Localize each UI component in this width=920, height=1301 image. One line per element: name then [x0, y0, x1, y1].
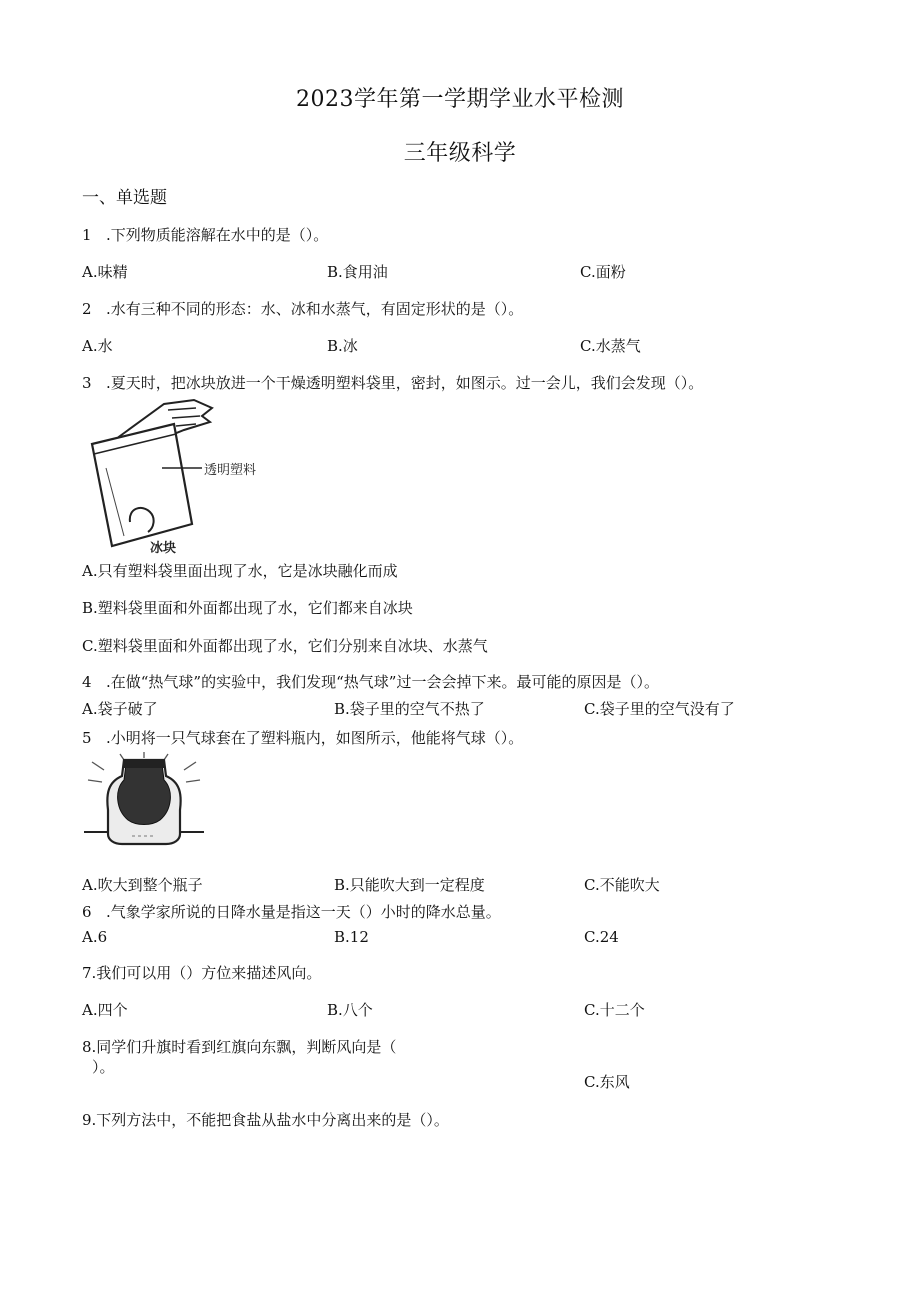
q6-option-c: C.24	[584, 928, 619, 946]
q7-option-a: A.四个	[82, 1001, 128, 1019]
q1-option-b: B.食用油	[327, 263, 388, 281]
question-9: 9.下列方法中，不能把食盐从盐水中分离出来的是（）。	[82, 1111, 449, 1129]
question-text: .小明将一只气球套在了塑料瓶内，如图所示，他能将气球（）。	[106, 729, 524, 747]
question-2	[82, 298, 523, 319]
question-8-line-1: 8.同学们升旗时看到红旗向东飘，判断风向是（	[82, 1038, 397, 1056]
question-4	[82, 671, 659, 692]
balloon-bottle-figure	[84, 752, 204, 861]
q3-option-b: B.塑料袋里面和外面都出现了水，它们都来自冰块	[82, 599, 413, 617]
question-number: 4	[82, 673, 92, 691]
question-7: 7.我们可以用（）方位来描述风向。	[82, 964, 322, 982]
question-number: 5	[82, 729, 92, 747]
q2-option-c: C.水蒸气	[580, 337, 641, 355]
q5-option-b: B.只能吹大到一定程度	[334, 876, 485, 894]
section-heading: 一、单选题	[82, 188, 167, 208]
q6-option-b: B.12	[334, 928, 369, 946]
bag-label: 透明塑料	[204, 463, 257, 478]
q5-option-c: C.不能吹大	[584, 876, 660, 894]
exam-title: 2023学年第一学期学业水平检测	[296, 87, 624, 112]
question-text: .在做“热气球”的实验中，我们发现“热气球”过一会会掉下来。最可能的原因是（）。	[106, 673, 659, 691]
ice-bag-illustration	[84, 396, 279, 556]
question-8-line-2: ）。	[92, 1058, 115, 1076]
question-6	[82, 901, 501, 922]
question-text: .下列物质能溶解在水中的是（）。	[106, 226, 329, 244]
question-1	[82, 224, 328, 245]
bottle-neck	[124, 760, 164, 768]
question-text: .气象学家所说的日降水量是指这一天（）小时的降水总量。	[106, 903, 501, 921]
q8-option-c: C.东风	[584, 1073, 630, 1091]
q1-option-a: A.味精	[82, 263, 128, 281]
question-text: .夏天时，把冰块放进一个干燥透明塑料袋里，密封，如图示。过一会儿，我们会发现（）。	[106, 374, 704, 392]
balloon-shape	[118, 764, 171, 825]
question-number: 6	[82, 903, 92, 921]
q4-option-c: C.袋子里的空气没有了	[584, 700, 735, 718]
question-text: .水有三种不同的形态：水、冰和水蒸气，有固定形状的是（）。	[106, 300, 524, 318]
q4-option-a: A.袋子破了	[82, 700, 158, 718]
q3-option-a: A.只有塑料袋里面出现了水，它是冰块融化而成	[82, 562, 398, 580]
question-number: 1	[82, 226, 92, 244]
balloon-bottle-illustration	[84, 752, 204, 857]
question-3	[82, 372, 703, 393]
q5-option-a: A.吹大到整个瓶子	[82, 876, 203, 894]
q3-option-c: C.塑料袋里面和外面都出现了水，它们分别来自冰块、水蒸气	[82, 637, 488, 655]
q6-option-a: A.6	[82, 928, 108, 946]
ice-label: 冰块	[150, 541, 177, 556]
question-5	[82, 727, 523, 748]
q7-option-b: B.八个	[327, 1001, 373, 1019]
q2-option-b: B.冰	[327, 337, 358, 355]
q1-option-c: C.面粉	[580, 263, 626, 281]
question-number: 3	[82, 374, 92, 392]
q7-option-c: C.十二个	[584, 1001, 645, 1019]
question-number: 2	[82, 300, 92, 318]
ice-bag-figure	[84, 396, 279, 560]
q2-option-a: A.水	[82, 337, 113, 355]
q4-option-b: B.袋子里的空气不热了	[334, 700, 485, 718]
exam-subtitle: 三年级科学	[403, 141, 517, 166]
